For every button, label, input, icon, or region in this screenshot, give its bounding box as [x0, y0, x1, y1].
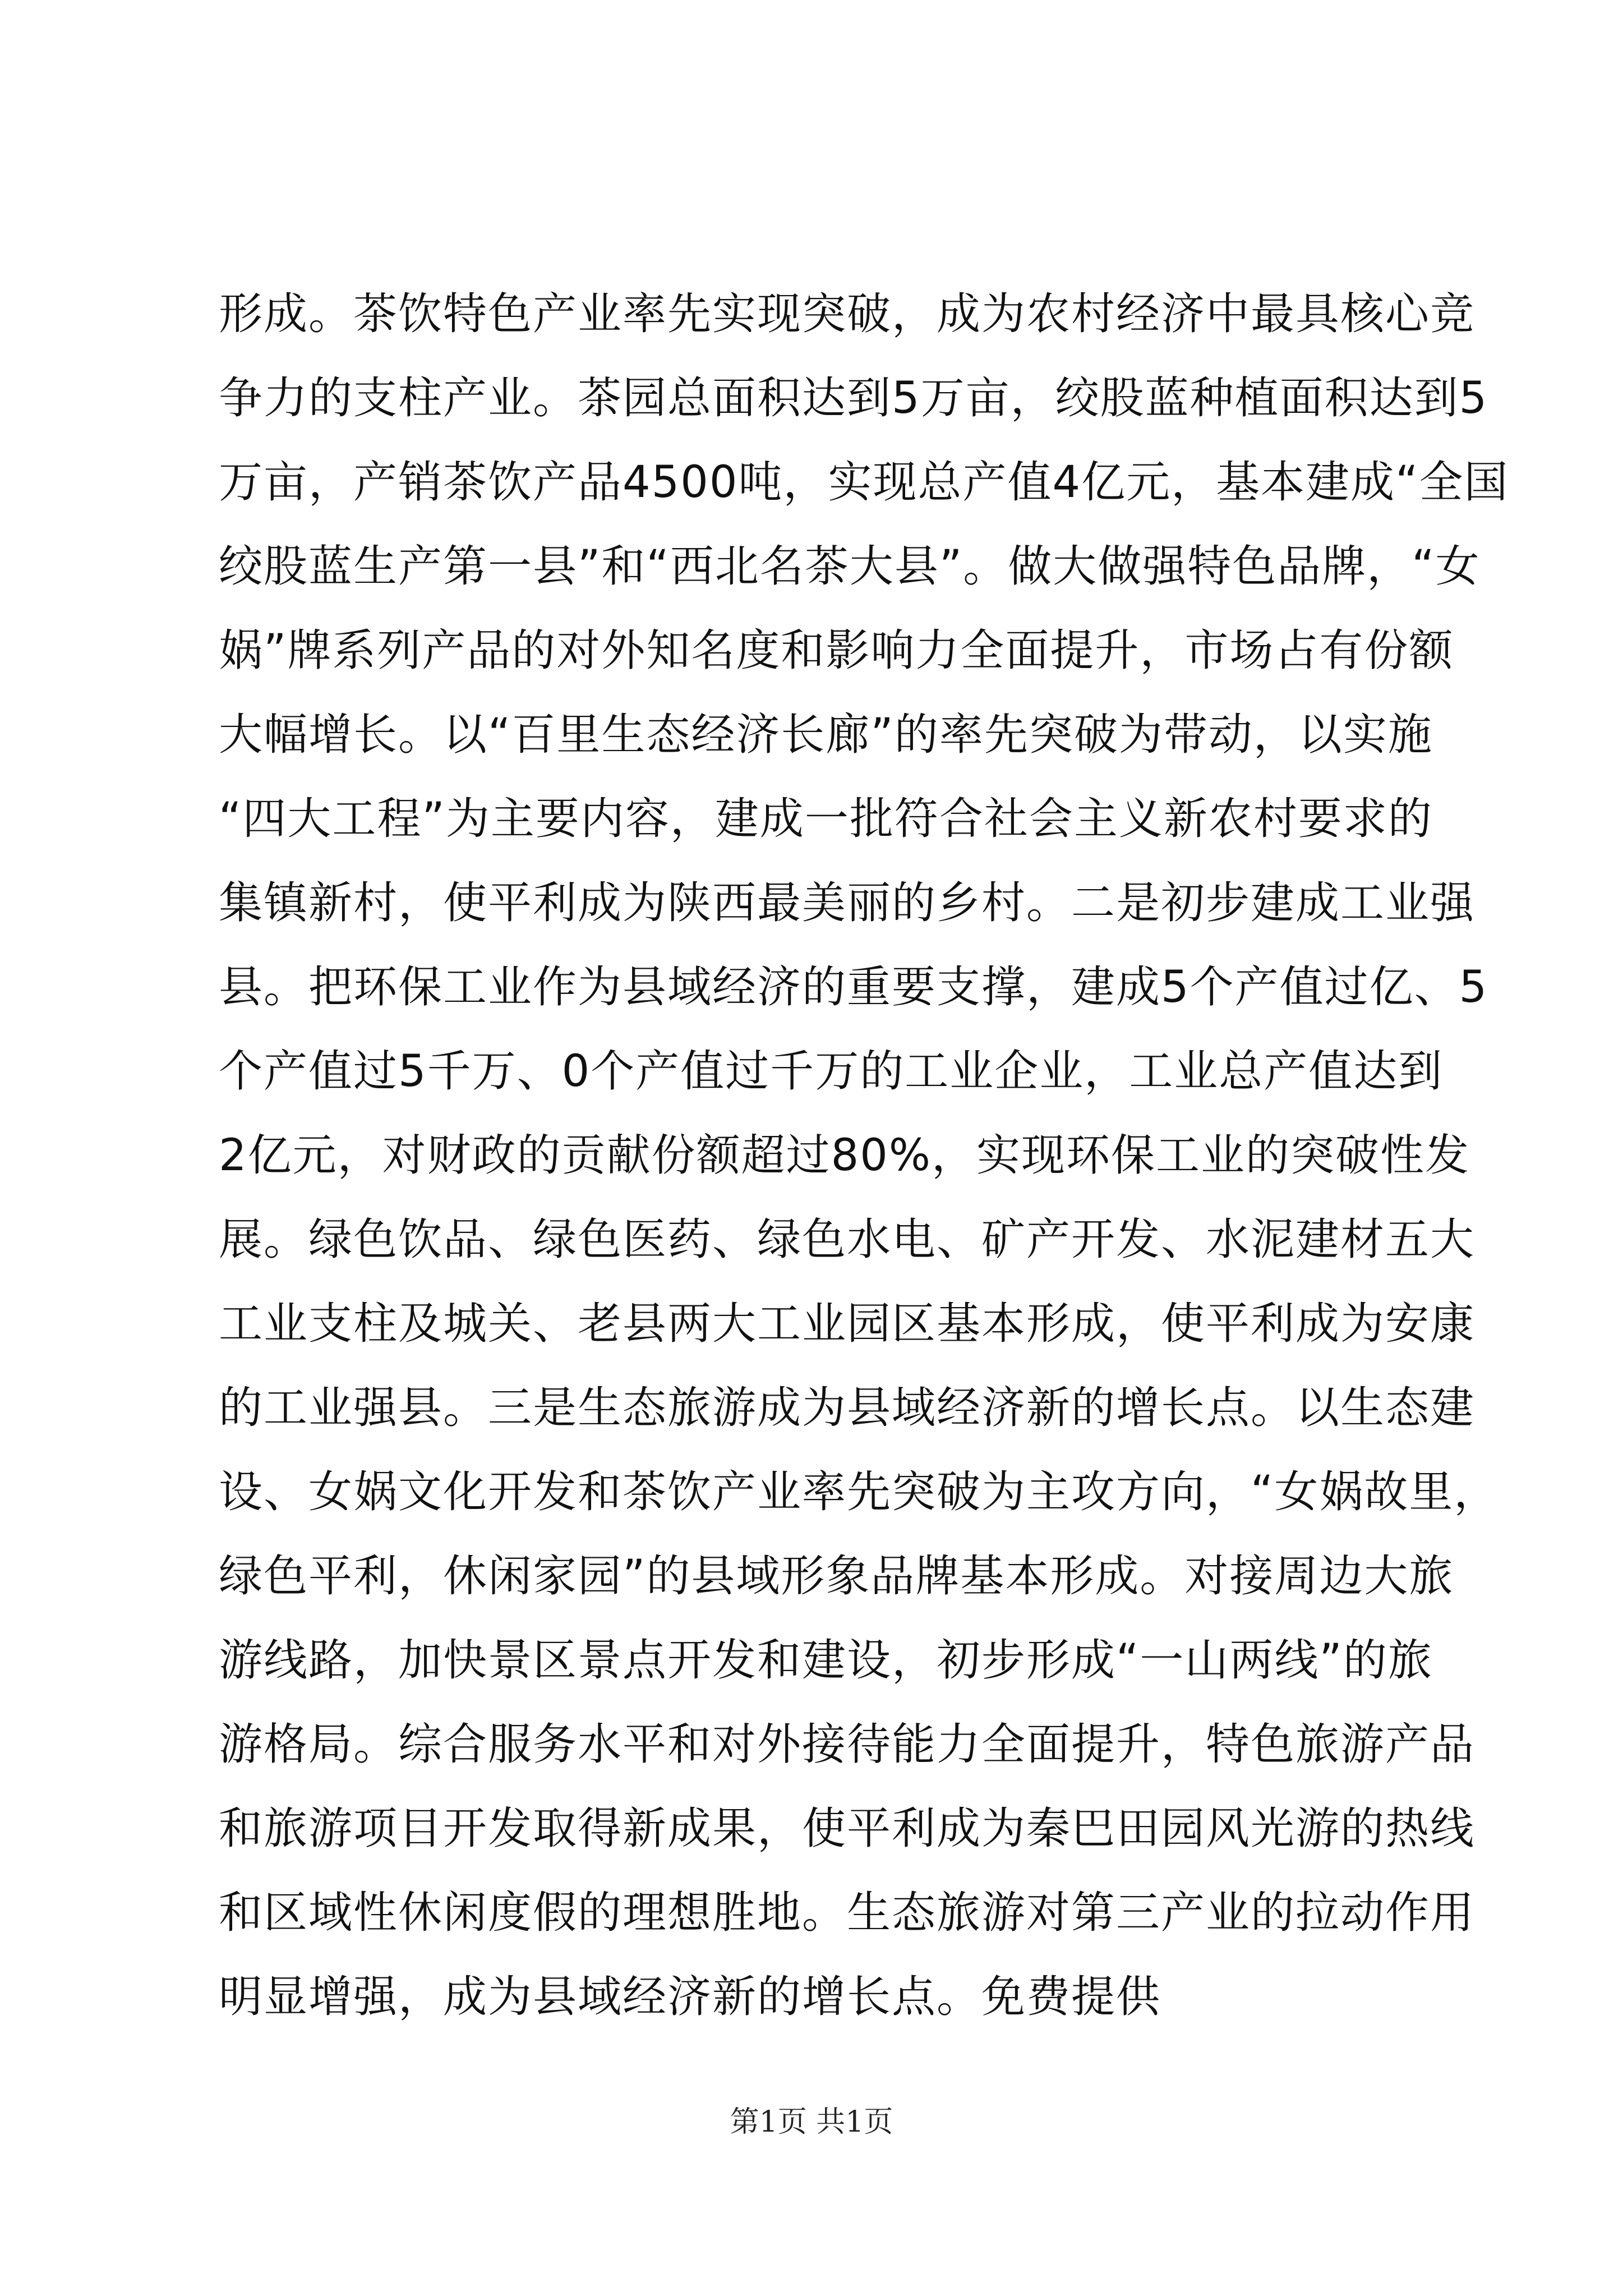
- text-line: 娲”牌系列产品的对外知名度和影响力全面提升，市场占有份额: [219, 625, 1454, 676]
- text-line: 的工业强县。三是生态旅游成为县域经济新的增长点。以生态建: [219, 1383, 1476, 1433]
- text-line: 县。把环保工业作为县域经济的重要支撑，建成5个产值过亿、5: [219, 962, 1488, 1013]
- text-line: 万亩，产销茶饮产品4500吨，实现总产值4亿元，基本建成“全国: [219, 457, 1509, 508]
- text-line: “四大工程”为主要内容，建成一批符合社会主义新农村要求的: [219, 794, 1433, 844]
- text-line: 工业支柱及城关、老县两大工业园区基本形成，使平利成为安康: [219, 1299, 1476, 1349]
- text-line: 和旅游项目开发取得新成果，使平利成为秦巴田园风光游的热线: [219, 1803, 1476, 1854]
- text-line: 设、女娲文化开发和茶饮产业率先突破为主攻方向，“女娲故里，: [219, 1467, 1499, 1517]
- text-line: 绿色平利，休闲家园”的县域形象品牌基本形成。对接周边大旅: [219, 1551, 1454, 1602]
- text-line: 集镇新村，使平利成为陕西最美丽的乡村。二是初步建成工业强: [219, 878, 1476, 928]
- text-line: 绞股蓝生产第一县”和“西北名茶大县”。做大做强特色品牌，“女: [219, 541, 1481, 592]
- text-line: 游格局。综合服务水平和对外接待能力全面提升，特色旅游产品: [219, 1719, 1476, 1770]
- text-line: 展。绿色饮品、绿色医药、绿色水电、矿产开发、水泥建材五大: [219, 1214, 1476, 1265]
- text-line: 大幅增长。以“百里生态经济长廊”的率先突破为带动，以实施: [219, 710, 1433, 760]
- page-number-footer: 第1页 共1页: [730, 2105, 893, 2139]
- text-line: 和区域性休闲度假的理想胜地。生态旅游对第三产业的拉动作用: [219, 1888, 1476, 1938]
- text-line: 明显增强，成为县域经济新的增长点。免费提供: [219, 1972, 1161, 2022]
- text-line: 游线路，加快景区景点开发和建设，初步形成“一山两线”的旅: [219, 1635, 1433, 1686]
- text-line: 2亿元，对财政的贡献份额超过80%，实现环保工业的突破性发: [219, 1130, 1470, 1181]
- text-line: 个产值过5千万、0个产值过千万的工业企业，工业总产值达到: [219, 1046, 1444, 1097]
- text-line: 争力的支柱产业。茶园总面积达到5万亩，绞股蓝种植面积达到5: [219, 373, 1488, 424]
- body-text: [219, 272, 1509, 2039]
- text-line: 形成。茶饮特色产业率先实现突破，成为农村经济中最具核心竞: [219, 289, 1476, 339]
